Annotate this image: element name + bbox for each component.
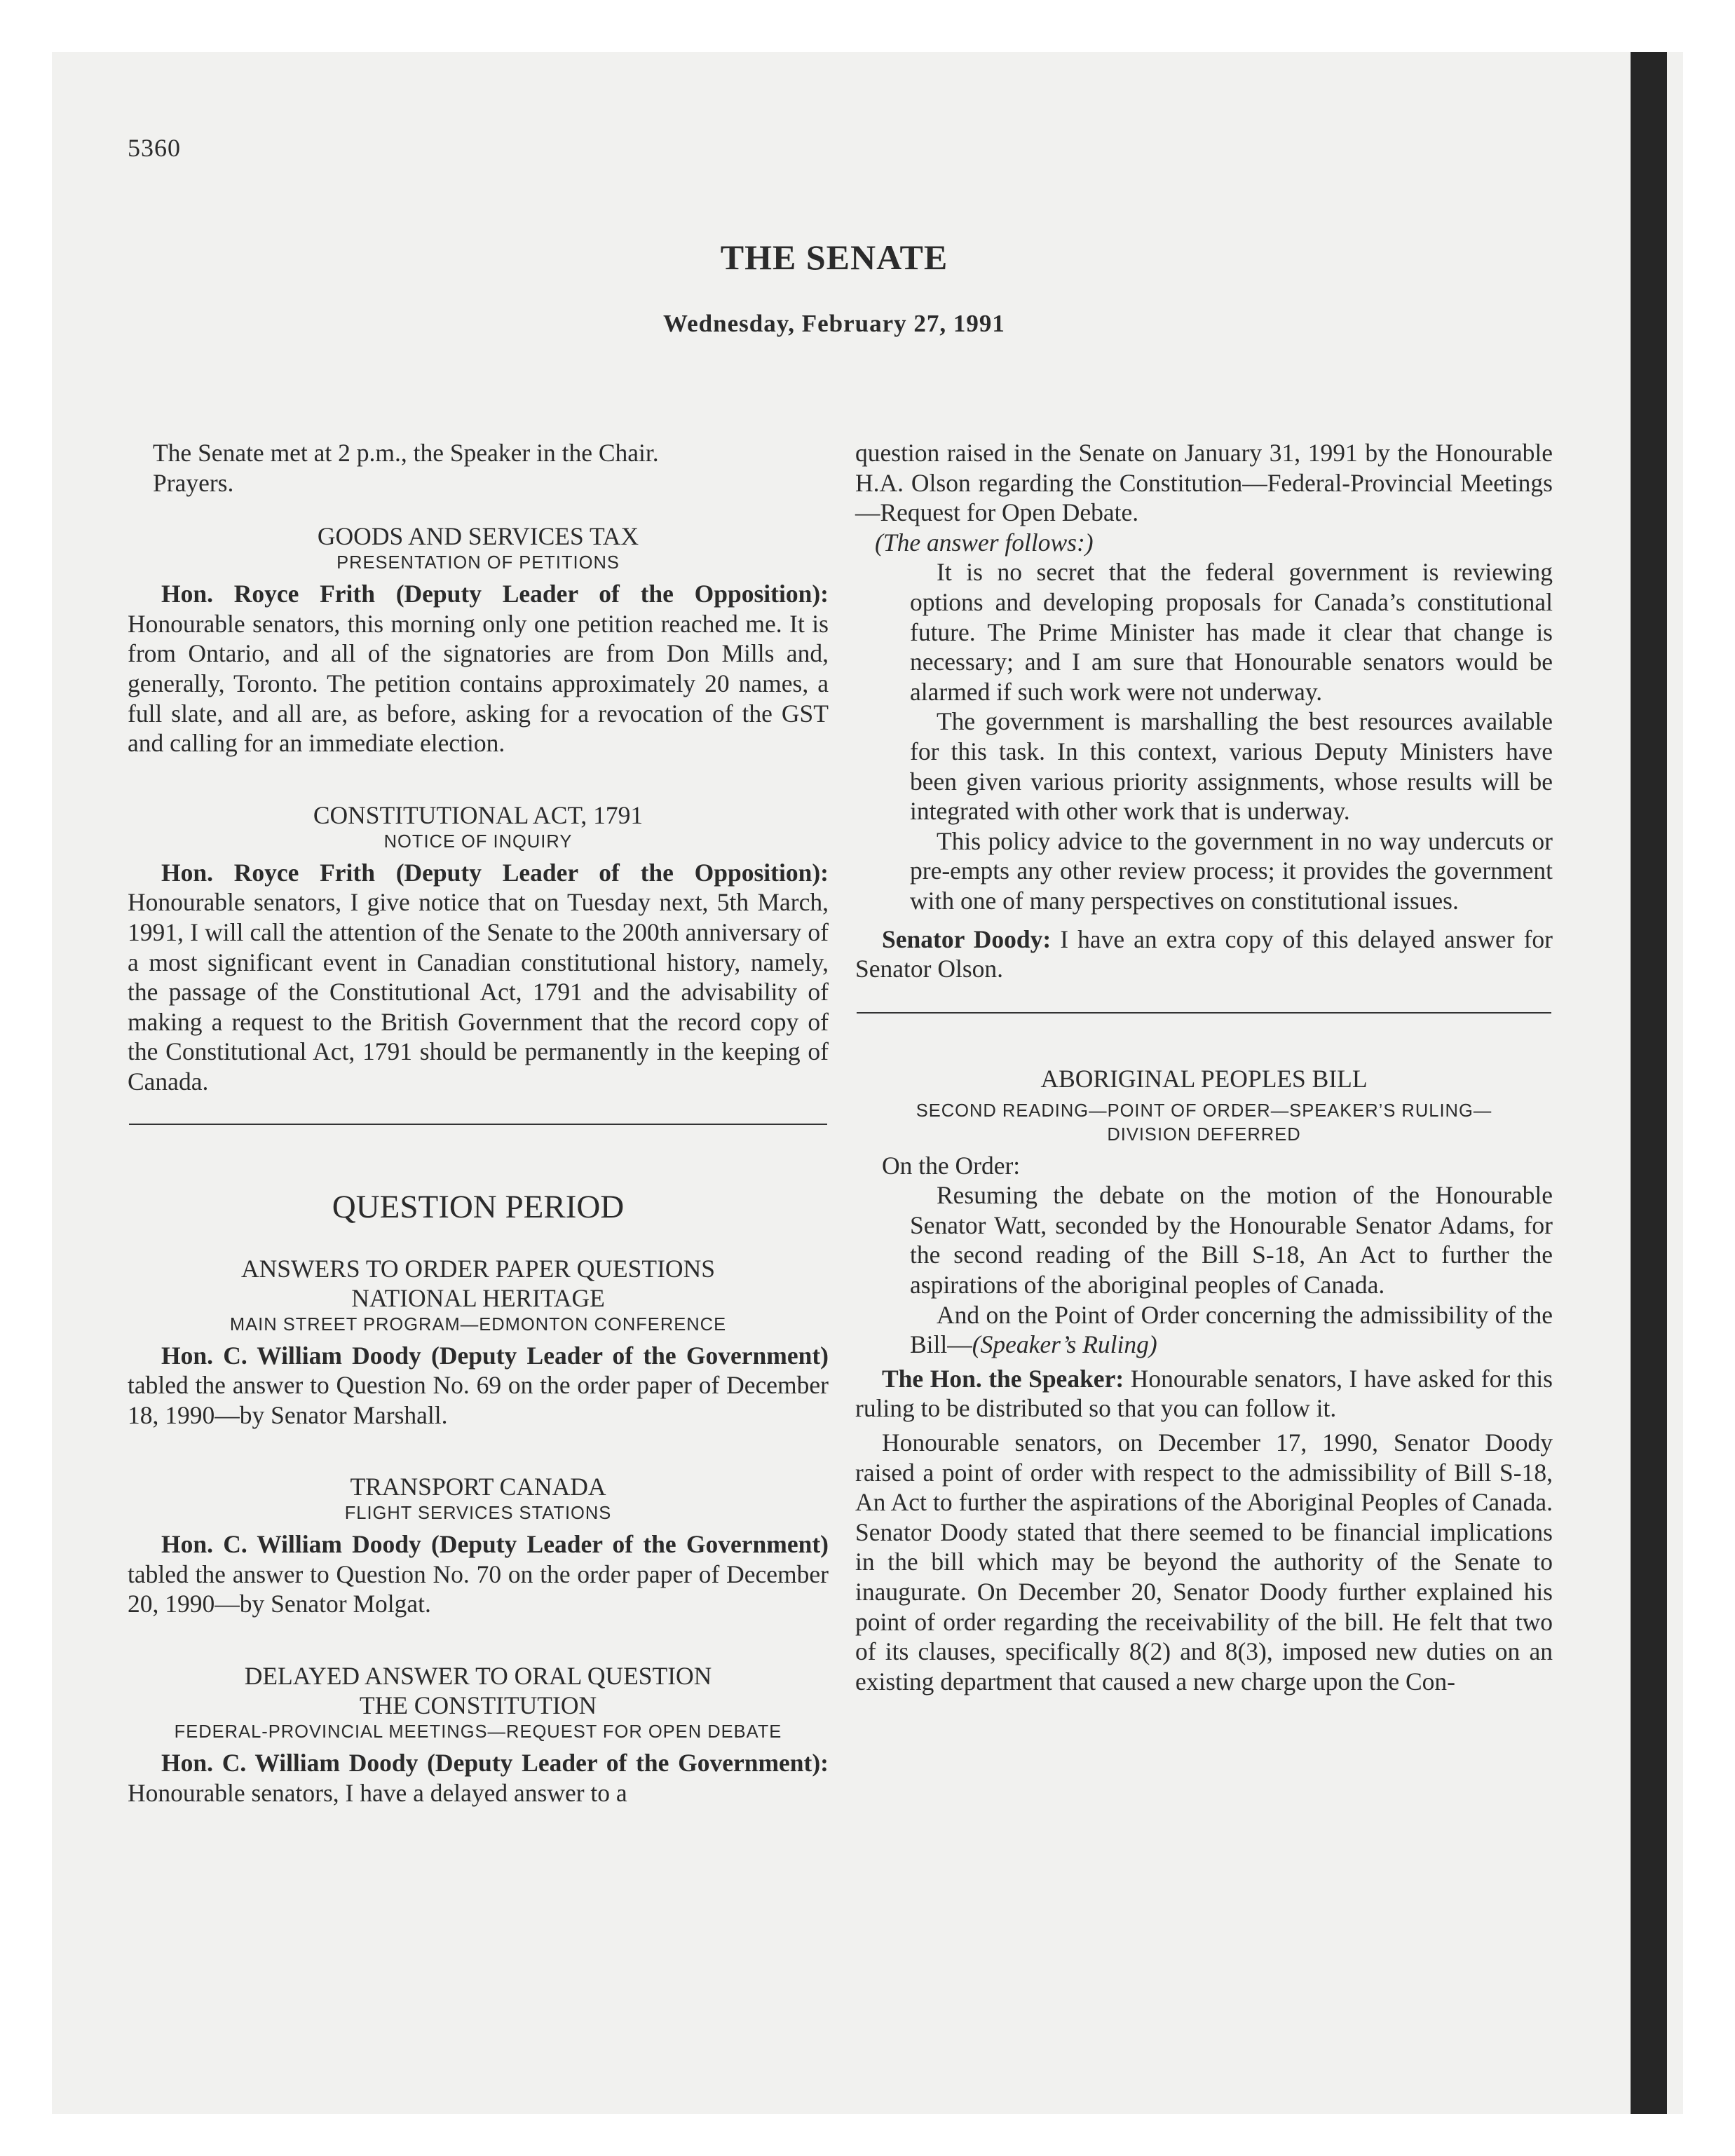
gst-subheading: PRESENTATION OF PETITIONS [336, 553, 620, 573]
gst-speaker: Hon. Royce Frith (Deputy Leader of the Opposition): [161, 580, 829, 608]
speaker-label: The Hon. the Speaker: [882, 1364, 1124, 1393]
speaker-paragraph [855, 1364, 1553, 1424]
scan-edge-shadow [1631, 52, 1667, 2114]
doody-paragraph [855, 925, 1553, 984]
gst-text: Honourable senators, this morning only one petition reached me. It is from Ontario, and all of the signatories are from Don Mills and, generally, Toronto. The petition contains approximately 20 names, a full slate, and all are, as before, asking for a revocation of the GST and calling for an immediate election. [128, 609, 829, 758]
aboriginal-heading: ABORIGINAL PEOPLES BILL [1040, 1064, 1368, 1093]
constitutional-act-text: Honourable senators, I give notice that on Tuesday next, 5th March, 1991, I will call the attention of the Senate to the 200th anniversary of a most significant event in Canadian constitutional history, namely, the passage of the Constitutional Act, 1791 and the advisability of making a request to the British Government that the record copy of the Constitutional Act, 1791 should be permanently in the keeping of Canada. [128, 888, 829, 1096]
ruling-paragraph: Honourable senators, on December 17, 1990, Senator Doody raised a point of order with respect to the admissibility of Bill S-18, An Act to further the aspirations of the Aboriginal Peoples of Canada. Senator Doody stated that there seemed to be financial implications in the bill which may be beyond the authority of the Senate to inaugurate. On December 20, Senator Doody further explained his point of order regarding the receivability of the bill. He felt that two of its clauses, specifically 8(2) and 8(3), imposed new duties on an existing department that caused a new charge upon the Con- [855, 1428, 1553, 1696]
heritage-heading: NATIONAL HERITAGE [351, 1283, 605, 1312]
sitting-date: Wednesday, February 27, 1991 [663, 310, 1005, 337]
point-of-order-text: And on the Point of Order concerning the admissibility of the Bill— [910, 1300, 1553, 1359]
speaker-text: Honourable senators, I have asked for this ruling to be distributed so that you can follow it. [855, 1364, 1553, 1423]
prayers-line: Prayers. [153, 468, 234, 497]
answer-paragraph: This policy advice to the government in no way undercuts or pre-empts any other review process; it provides the government with one of many perspectives on constitutional issues. [910, 826, 1553, 915]
aboriginal-subheading-cont: DIVISION DEFERRED [1107, 1124, 1301, 1145]
delayed-paragraph [128, 1748, 829, 1808]
transport-subheading: FLIGHT SERVICES STATIONS [344, 1503, 612, 1524]
gst-heading: GOODS AND SERVICES TAX [317, 522, 639, 551]
answer-paragraph: The government is marshalling the best resources available for this task. In this context, various Deputy Ministers have been given various priority assignments, whose results will be integrated with other work that is underway. [910, 707, 1553, 826]
question-period-heading: QUESTION PERIOD [332, 1188, 625, 1225]
resuming-paragraph: Resuming the debate on the motion of the Honourable Senator Watt, seconded by the Honourable Senator Adams, for the second reading of the Bill S-18, An Act to further the aspirations of the aboriginal peoples of Canada. [910, 1181, 1553, 1299]
on-the-order: On the Order: [882, 1151, 1021, 1180]
heritage-text: tabled the answer to Question No. 69 on the order paper of December 18, 1990—by Senator Marshall. [128, 1371, 829, 1429]
transport-paragraph [128, 1529, 829, 1619]
page-title: THE SENATE [720, 238, 948, 277]
page-number: 5360 [128, 134, 181, 162]
aboriginal-subheading: SECOND READING—POINT OF ORDER—SPEAKER’S RULING— [916, 1100, 1492, 1121]
constitutional-act-paragraph [128, 858, 829, 1097]
answers-heading: ANSWERS TO ORDER PAPER QUESTIONS [241, 1254, 715, 1283]
constitutional-act-subheading: NOTICE OF INQUIRY [383, 831, 573, 852]
delayed-subheading: FEDERAL-PROVINCIAL MEETINGS—REQUEST FOR OPEN DEBATE [174, 1722, 782, 1742]
transport-heading: TRANSPORT CANADA [350, 1473, 606, 1501]
doody-speaker: Senator Doody: [882, 925, 1052, 953]
continuation-paragraph: question raised in the Senate on January 31, 1991 by the Honourable H.A. Olson regarding the Constitution—Federal-Provincial Meetings—Request for Open Debate. [855, 439, 1553, 527]
delayed-text: Honourable senators, I have a delayed answer to a [128, 1778, 627, 1807]
point-of-order-paragraph [910, 1300, 1553, 1360]
answer-paragraph: It is no secret that the federal government is reviewing options and developing proposals for Canada’s constitutional future. The Prime Minister has made it clear that change is necessary; and I am sure that Honourable senators would be alarmed if such work were not underway. [910, 558, 1553, 706]
gst-paragraph [128, 579, 829, 758]
heritage-speaker: Hon. C. William Doody (Deputy Leader of the Government) [161, 1341, 829, 1370]
transport-text: tabled the answer to Question No. 70 on the order paper of December 20, 1990—by Senator Molgat. [128, 1560, 829, 1618]
constitutional-act-speaker: Hon. Royce Frith (Deputy Leader of the Opposition): [161, 858, 829, 887]
transport-speaker: Hon. C. William Doody (Deputy Leader of the Government) [161, 1530, 829, 1559]
speakers-ruling-label: (Speaker’s Ruling) [972, 1330, 1157, 1359]
heritage-paragraph [128, 1341, 829, 1431]
right-column [855, 438, 1553, 1696]
doody-text: I have an extra copy of this delayed answer for Senator Olson. [855, 925, 1553, 983]
constitutional-act-heading: CONSTITUTIONAL ACT, 1791 [313, 800, 644, 829]
opening-line: The Senate met at 2 p.m., the Speaker in the Chair. [153, 439, 659, 467]
answer-follows-note: (The answer follows:) [875, 528, 1094, 557]
delayed-answer-heading: DELAYED ANSWER TO ORAL QUESTION [244, 1662, 712, 1691]
heritage-subheading: MAIN STREET PROGRAM—EDMONTON CONFERENCE [229, 1314, 727, 1335]
left-column [128, 438, 829, 1808]
constitution-heading: THE CONSTITUTION [359, 1691, 597, 1720]
delayed-speaker: Hon. C. William Doody (Deputy Leader of the Government): [161, 1749, 829, 1778]
